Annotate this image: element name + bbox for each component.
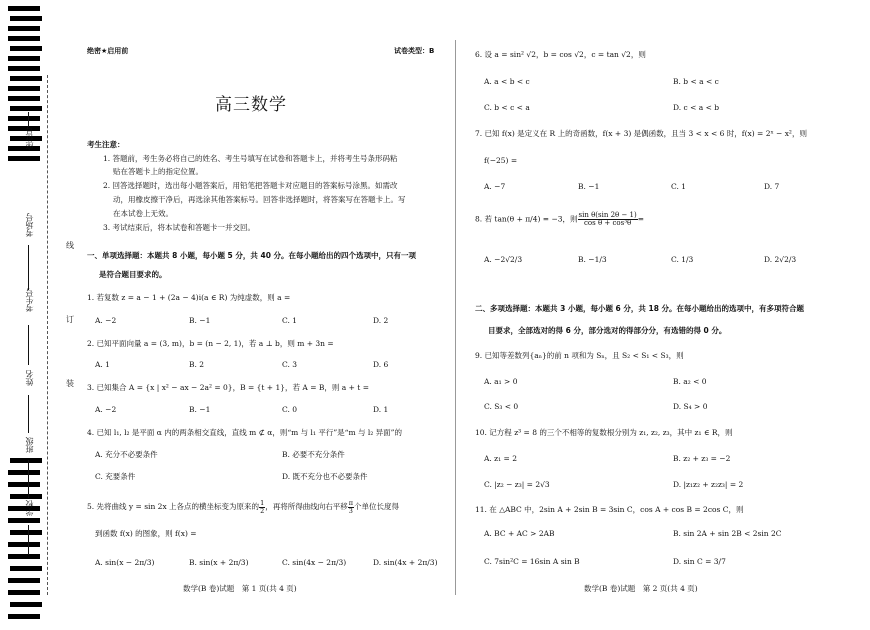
barcode-bar bbox=[10, 530, 42, 535]
barcode-bar bbox=[10, 602, 42, 607]
exam-room-label: 考场号 bbox=[25, 213, 34, 237]
q9-option: D. S₄ > 0 bbox=[673, 402, 708, 411]
q8-option: B. −1/3 bbox=[578, 255, 607, 264]
q11-option: A. BC + AC > 2AB bbox=[484, 529, 555, 538]
barcode-bar bbox=[8, 6, 40, 11]
q5-option: A. sin(x − 2π/3) bbox=[95, 558, 155, 567]
q3-option: D. 1 bbox=[373, 405, 389, 414]
q5-stem-cont: 到函数 f(x) 的图象，则 f(x) = bbox=[95, 529, 197, 538]
barcode-bar bbox=[8, 554, 40, 559]
q11-option: D. sin C = 3/7 bbox=[673, 557, 726, 566]
q9-option: C. S₃ < 0 bbox=[484, 402, 519, 411]
q11-stem: 11. 在 △ABC 中，2sin A + 2sin B = 3sin C，cos A + cos B = 2cos C，则 bbox=[475, 505, 744, 514]
barcode-bar bbox=[8, 470, 40, 475]
section2-heading-cont: 目要求，全部选对的得 6 分，部分选对的得部分分，有选错的得 0 分。 bbox=[488, 326, 727, 335]
page-title: 高三数学 bbox=[215, 95, 287, 115]
q5-option: B. sin(x + 2π/3) bbox=[189, 558, 249, 567]
q10-option: C. |z₂ − z₃| = 2√3 bbox=[484, 480, 550, 489]
barcode-strip bbox=[0, 0, 40, 630]
school-label: 学校 bbox=[25, 500, 34, 516]
barcode-bar bbox=[10, 458, 42, 463]
q2-option: B. 2 bbox=[189, 360, 205, 369]
q3-stem: 3. 已知集合 A = {x | x² − ax − 2a² = 0}，B = {t + 1}，若 A = B，则 a + t = bbox=[87, 383, 369, 392]
notes-heading: 考生注意： bbox=[87, 140, 125, 149]
q11-option: C. 7sin²C = 16sin A sin B bbox=[484, 557, 580, 566]
q4-option: B. 必要不充分条件 bbox=[282, 450, 345, 459]
q6-option: B. b < a < c bbox=[673, 77, 719, 86]
note-line: 3. 考试结束后，将本试卷和答题卡一并交回。 bbox=[103, 223, 256, 232]
q10-option: B. z₂ + z₃ = −2 bbox=[673, 454, 731, 463]
q4-option: D. 既不充分也不必要条件 bbox=[282, 472, 368, 481]
barcode-bar bbox=[10, 16, 42, 21]
q7-stem-cont: f(−25) = bbox=[484, 156, 518, 165]
q9-option: A. a₁ > 0 bbox=[484, 377, 518, 386]
q1-option: B. −1 bbox=[189, 316, 211, 325]
section1-heading-cont: 是符合题目要求的。 bbox=[99, 270, 167, 279]
q7-option: A. −7 bbox=[484, 182, 506, 191]
barcode-bar bbox=[8, 56, 40, 61]
barcode-bar bbox=[8, 518, 40, 523]
q6-option: D. c < a < b bbox=[673, 103, 720, 112]
page-divider bbox=[455, 40, 456, 595]
q6-option: A. a < b < c bbox=[484, 77, 530, 86]
q2-stem: 2. 已知平面向量 a = (3, m)，b = (n − 2, 1)，若 a ⊥ b，则 m + 3n = bbox=[87, 339, 334, 348]
q2-option: C. 3 bbox=[282, 360, 298, 369]
barcode-bar bbox=[8, 116, 40, 121]
barcode-bar bbox=[8, 156, 40, 161]
confidential-mark: 绝密★启用前 bbox=[87, 47, 129, 55]
q1-option: A. −2 bbox=[95, 316, 117, 325]
barcode-bar bbox=[8, 66, 40, 71]
barcode-bar bbox=[8, 590, 40, 595]
barcode-bar bbox=[8, 578, 40, 583]
q11-option: B. sin 2A + sin 2B < 2sin 2C bbox=[673, 529, 782, 538]
q10-option: D. |z₁z₂ + z₂z₃| = 2 bbox=[673, 480, 744, 489]
barcode-bar bbox=[10, 494, 42, 499]
barcode-bar bbox=[8, 542, 40, 547]
seat-number-label: 座位号 bbox=[25, 126, 34, 150]
q4-option: A. 充分不必要条件 bbox=[95, 450, 158, 459]
barcode-bar bbox=[8, 26, 40, 31]
barcode-bar bbox=[8, 86, 40, 91]
paper-type: 试卷类型：B bbox=[394, 47, 435, 55]
q7-option: B. −1 bbox=[578, 182, 600, 191]
barcode-bar bbox=[10, 566, 42, 571]
binding-line bbox=[47, 75, 48, 595]
q4-stem: 4. 已知 l₁, l₂ 是平面 α 内的两条相交直线，直线 m ⊄ α，则“m 与 l₁ 平行”是“m 与 l₂ 异面”的 bbox=[87, 428, 403, 437]
q3-option: A. −2 bbox=[95, 405, 117, 414]
barcode-bar bbox=[10, 76, 42, 81]
q1-stem: 1. 若复数 z = a − 1 + (2a − 4)i(a ∈ R) 为纯虚数，则 a = bbox=[87, 293, 291, 302]
barcode-bar bbox=[10, 46, 42, 51]
q6-option: C. b < c < a bbox=[484, 103, 530, 112]
name-label: 姓名 bbox=[25, 370, 34, 386]
q2-option: D. 6 bbox=[373, 360, 389, 369]
cut-mark-line: 线 bbox=[66, 241, 74, 250]
q5-option: D. sin(4x + 2π/3) bbox=[373, 558, 438, 567]
barcode-bar bbox=[8, 96, 40, 101]
barcode-bar bbox=[10, 106, 42, 111]
note-line: 2. 回答选择题时，选出每小题答案后，用铅笔把答题卡对应题目的答案标号涂黑。如需改 bbox=[103, 181, 398, 190]
q9-option: B. a₂ < 0 bbox=[673, 377, 707, 386]
q7-option: D. 7 bbox=[764, 182, 780, 191]
barcode-bar bbox=[8, 614, 40, 619]
q10-option: A. z₁ = 2 bbox=[484, 454, 517, 463]
section2-heading: 二、多项选择题：本题共 3 小题，每小题 6 分，共 18 分。在每小题给出的选项中，有多项符合题 bbox=[475, 304, 805, 313]
q1-option: D. 2 bbox=[373, 316, 389, 325]
note-line: 1. 答题前，考生务必将自己的姓名、考生号填写在试卷和答题卡上，并将考生号条形码粘 bbox=[103, 154, 398, 163]
q5-option: C. sin(4x − 2π/3) bbox=[282, 558, 347, 567]
q2-option: A. 1 bbox=[95, 360, 110, 369]
class-label: 班级 bbox=[25, 437, 34, 453]
q3-option: B. −1 bbox=[189, 405, 211, 414]
q8-option: A. −2√2/3 bbox=[484, 255, 523, 264]
barcode-bar bbox=[8, 482, 40, 487]
q1-option: C. 1 bbox=[282, 316, 298, 325]
q3-option: C. 0 bbox=[282, 405, 298, 414]
note-line: 在本试卷上无效。 bbox=[113, 209, 173, 218]
note-line: 动，用橡皮擦干净后，再选涂其他答案标号。回答非选择题时，将答案写在答题卡上。写 bbox=[113, 195, 406, 204]
footer-left: 数学(B 卷)试题 第 1 页(共 4 页) bbox=[183, 584, 297, 593]
q8-stem: 8. 若 tan(θ + π/4) = −3，则 $\frac{\text{sin θ(sin 2θ − 1)}}{\text{cos θ + cos³θ}}$ = bbox=[475, 211, 645, 227]
q4-option: C. 充要条件 bbox=[95, 472, 136, 481]
student-id-label: 考生号 bbox=[25, 288, 34, 312]
footer-right: 数学(B 卷)试题 第 2 页(共 4 页) bbox=[584, 584, 698, 593]
q10-stem: 10. 记方程 z³ = 8 的三个不相等的复数根分别为 z₁, z₂, z₃，其中 z₁ ∈ R，则 bbox=[475, 428, 733, 437]
barcode-bar bbox=[8, 36, 40, 41]
q7-option: C. 1 bbox=[671, 182, 687, 191]
q8-option: C. 1/3 bbox=[671, 255, 694, 264]
q6-stem: 6. 设 a = sin² √2，b = cos √2，c = tan √2，则 bbox=[475, 50, 646, 59]
section1-heading: 一、单项选择题：本题共 8 小题，每小题 5 分，共 40 分。在每小题给出的四个选项中，只有一项 bbox=[87, 251, 417, 260]
cut-mark-bind: 订 bbox=[66, 315, 74, 324]
q7-stem: 7. 已知 f(x) 是定义在 R 上的奇函数，f(x + 3) 是偶函数，且当 3 < x < 6 时，f(x) = 2ˣ − x²，则 bbox=[475, 129, 807, 138]
q9-stem: 9. 已知等差数列{aₙ}的前 n 项和为 Sₙ，且 S₂ < S₁ < S₃，则 bbox=[475, 351, 684, 360]
note-line: 贴在答题卡上的指定位置。 bbox=[113, 167, 203, 176]
q8-option: D. 2√2/3 bbox=[764, 255, 797, 264]
q5-stem: 5. 先将曲线 y = sin 2x 上各点的横坐标变为原来的 $\frac{1}{2}$ ，再将所得曲线向右平移 $\frac{\pi}{3}$ 个单位长度得 bbox=[87, 499, 399, 515]
cut-mark-fold: 装 bbox=[66, 379, 74, 388]
